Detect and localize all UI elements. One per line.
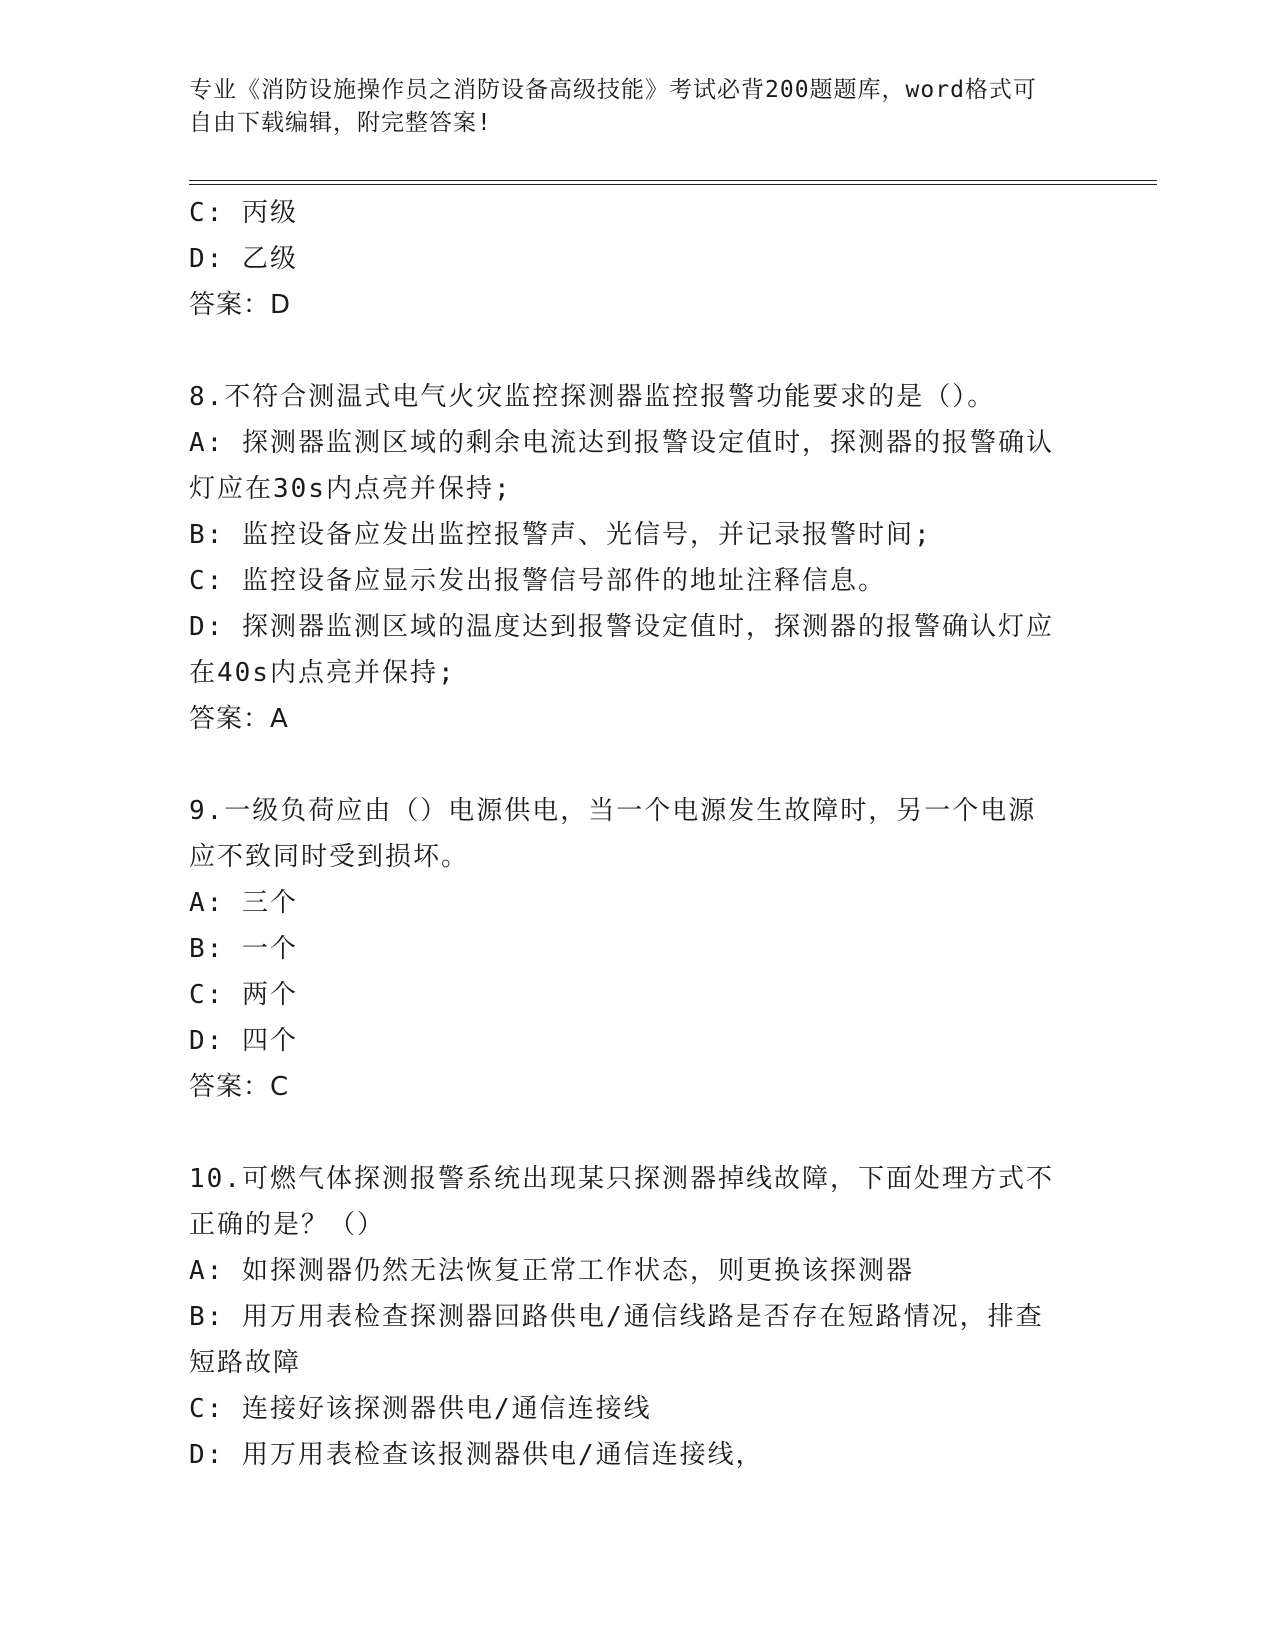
spacer — [189, 1110, 1089, 1156]
option-d: D: 探测器监测区域的温度达到报警设定值时，探测器的报警确认灯应 — [189, 612, 1054, 642]
header-line-2: 自由下载编辑，附完整答案! — [189, 110, 492, 136]
option-d-continued: 在40s内点亮并保持; — [189, 658, 456, 688]
question-stem-continued: 正确的是？（） — [189, 1210, 386, 1240]
question-7-tail — [189, 190, 1089, 328]
option-b-continued: 短路故障 — [189, 1348, 302, 1378]
question-10 — [189, 1156, 1089, 1478]
header-divider-bottom — [189, 184, 1157, 185]
option-a: A: 探测器监测区域的剩余电流达到报警设定值时，探测器的报警确认 — [189, 428, 1054, 458]
option-a-continued: 灯应在30s内点亮并保持; — [189, 474, 512, 504]
question-8 — [189, 374, 1089, 742]
option-b: B: 用万用表检查探测器回路供电/通信线路是否存在短路情况，排查 — [189, 1302, 1044, 1332]
question-9 — [189, 788, 1089, 1110]
document-header — [189, 74, 1069, 140]
option-d: D: 四个 — [189, 1026, 298, 1056]
spacer — [189, 742, 1089, 788]
option-a: A: 如探测器仍然无法恢复正常工作状态，则更换该探测器 — [189, 1256, 914, 1286]
question-stem: 10.可燃气体探测报警系统出现某只探测器掉线故障，下面处理方式不 — [189, 1164, 1054, 1194]
option-c: C: 连接好该探测器供电/通信连接线 — [189, 1394, 652, 1424]
option-d: D: 乙级 — [189, 244, 298, 274]
answer: 答案：A — [189, 704, 289, 734]
question-stem: 8.不符合测温式电气火灾监控探测器监控报警功能要求的是（）。 — [189, 382, 996, 412]
question-stem-continued: 应不致同时受到损坏。 — [189, 842, 470, 872]
option-c: C: 两个 — [189, 980, 298, 1010]
option-b: B: 一个 — [189, 934, 298, 964]
option-a: A: 三个 — [189, 888, 298, 918]
option-c: C: 监控设备应显示发出报警信号部件的地址注释信息。 — [189, 566, 886, 596]
option-c: C: 丙级 — [189, 198, 298, 228]
header-line-1: 专业《消防设施操作员之消防设备高级技能》考试必背200题题库，word格式可 — [189, 77, 1037, 103]
question-list — [189, 190, 1089, 1478]
header-divider-top — [189, 180, 1157, 181]
answer: 答案：C — [189, 1072, 290, 1102]
option-b: B: 监控设备应发出监控报警声、光信号，并记录报警时间; — [189, 520, 932, 550]
spacer — [189, 328, 1089, 374]
question-stem: 9.一级负荷应由（）电源供电，当一个电源发生故障时，另一个电源 — [189, 796, 1037, 826]
option-d: D: 用万用表检查该报测器供电/通信连接线， — [189, 1440, 764, 1470]
answer: 答案：D — [189, 290, 292, 320]
